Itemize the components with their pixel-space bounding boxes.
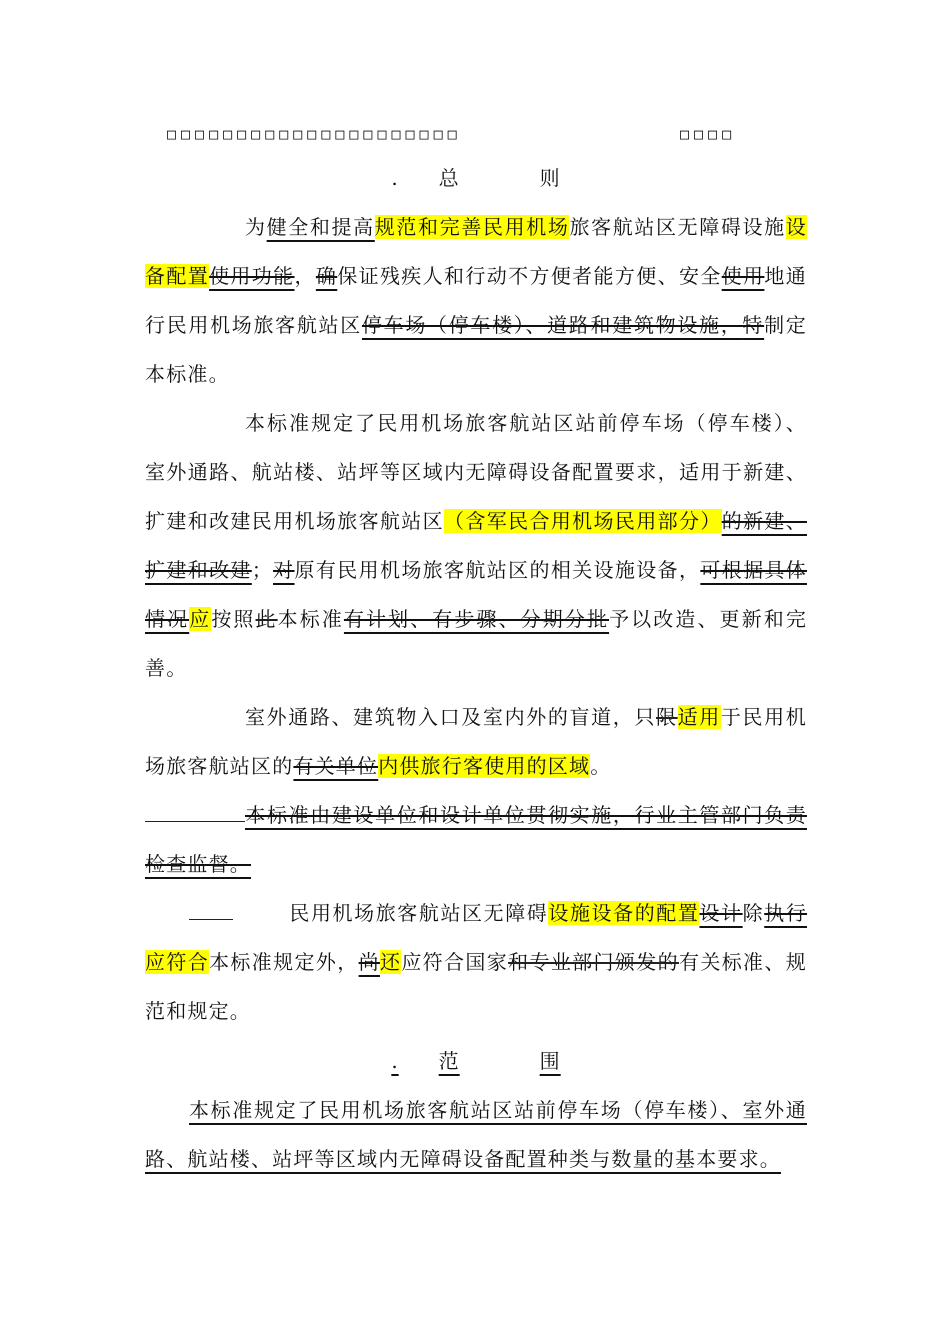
highlighted-run: （含军民合用机场民用部分） [444, 509, 722, 533]
section-title-part: 总 [438, 166, 460, 190]
text-run: ， [294, 264, 316, 288]
highlighted-run: 应 [189, 607, 212, 631]
text-run: 旅客航站区无障碍设施 [569, 215, 786, 239]
document-page [145, 115, 807, 1184]
text-run: 予以改造、更新和完善。 [145, 607, 808, 680]
text-run: 按照 [211, 607, 256, 631]
deleted-run: 使用 [721, 264, 765, 288]
deleted-run: 使用功能 [209, 264, 295, 288]
text-run: 制定本标准。 [145, 313, 808, 386]
highlighted-run: 内供旅行客使用的区域 [378, 754, 591, 778]
deleted-run: 尚 [358, 950, 380, 974]
paragraph-applicability [145, 399, 807, 693]
text-run: 有关标准、规范和规定。 [145, 950, 807, 1023]
text-run: 本标准 [277, 607, 344, 631]
deleted-indent-rule [145, 801, 245, 822]
deleted-run: 健全和提高 [266, 215, 375, 239]
deleted-run: 本标准由建设单位和设计单位贯彻实施，行业主管部门负责检查监督。 [145, 803, 807, 876]
deleted-run: 有关单位 [293, 754, 379, 778]
paragraph-tactile-paving [145, 693, 807, 791]
section-title-part: 范 [438, 1049, 460, 1073]
text-run: 。 [590, 754, 612, 778]
deleted-run: 执行 [764, 901, 808, 925]
text-run: 原有民用机场旅客航站区的相关设施设备， [294, 558, 701, 582]
text-run: 于民用机场旅客航站区的 [145, 705, 807, 778]
deleted-run: 和专业部门颁发的 [508, 950, 679, 974]
deleted-number-rule [189, 899, 233, 920]
paragraph-implementation [145, 791, 807, 889]
text-run: 应符合国家 [401, 950, 509, 974]
inserted-run: 本标准规定了民用机场旅客航站区站前停车场（停车楼）、室外通路、航站楼、站坪等区域内无障碍设备配置种类与数量的基本要求。 [145, 1098, 807, 1171]
paragraph-purpose [145, 203, 807, 399]
section-number: . [391, 1049, 399, 1073]
section-title-part: 则 [539, 166, 561, 190]
highlighted-run: 适用 [677, 705, 721, 729]
text-run: 除 [742, 901, 765, 925]
text-run: 为 [245, 215, 267, 239]
section-heading-scope [145, 1036, 807, 1086]
text-run: 本标准规定了民用机场旅客航站区站前停车场（停车楼）、室外通路、航站楼、站坪等区域内无障碍设备配置要求，适用于新建、扩建和改建民用机场旅客航站区 [145, 411, 807, 533]
header-title-glyphs: □□□□□□□□□□□□□□□□□□□□□ [167, 125, 462, 143]
deleted-run: 有计划、有步骤、分期分批 [343, 607, 610, 631]
deleted-run: 此 [255, 607, 278, 631]
header-number-glyphs: □□□□ [680, 125, 737, 143]
section-number: . [391, 166, 399, 190]
deleted-run: 的新建、扩建和改建 [145, 509, 807, 582]
section-heading-general [145, 153, 807, 203]
text-run: 本标准规定外， [209, 950, 359, 974]
document-header [145, 115, 807, 153]
text-run: 地通行民用机场旅客航站区 [145, 264, 807, 337]
text-run: 民用机场旅客航站区无障碍 [289, 901, 549, 925]
deleted-run: 特 [742, 313, 765, 337]
text-run: 室外通路、建筑物入口及室内外的盲道，只 [245, 705, 656, 729]
highlighted-run: 设备配置 [145, 215, 807, 288]
paragraph-other-standards [145, 889, 807, 1036]
highlighted-run: 规范和完善民用机场 [374, 215, 570, 239]
deleted-run: 可根据具体情况 [145, 558, 807, 631]
deleted-run: 限 [655, 705, 678, 729]
deleted-run: 对 [273, 558, 295, 582]
deleted-run: 设计 [699, 901, 743, 925]
text-run: 保证残疾人和行动不方便者能方便、安全 [337, 264, 722, 288]
text-run: ； [251, 558, 273, 582]
deleted-run: 停车场（停车楼）、道路和建筑物设施， [361, 313, 743, 337]
deleted-run: 确 [315, 264, 338, 288]
highlighted-run: 还 [379, 950, 402, 974]
highlighted-run: 设施设备的配置 [548, 901, 700, 925]
paragraph-scope [145, 1086, 807, 1184]
highlighted-run: 应符合 [145, 950, 210, 974]
section-title-part: 围 [539, 1049, 561, 1073]
